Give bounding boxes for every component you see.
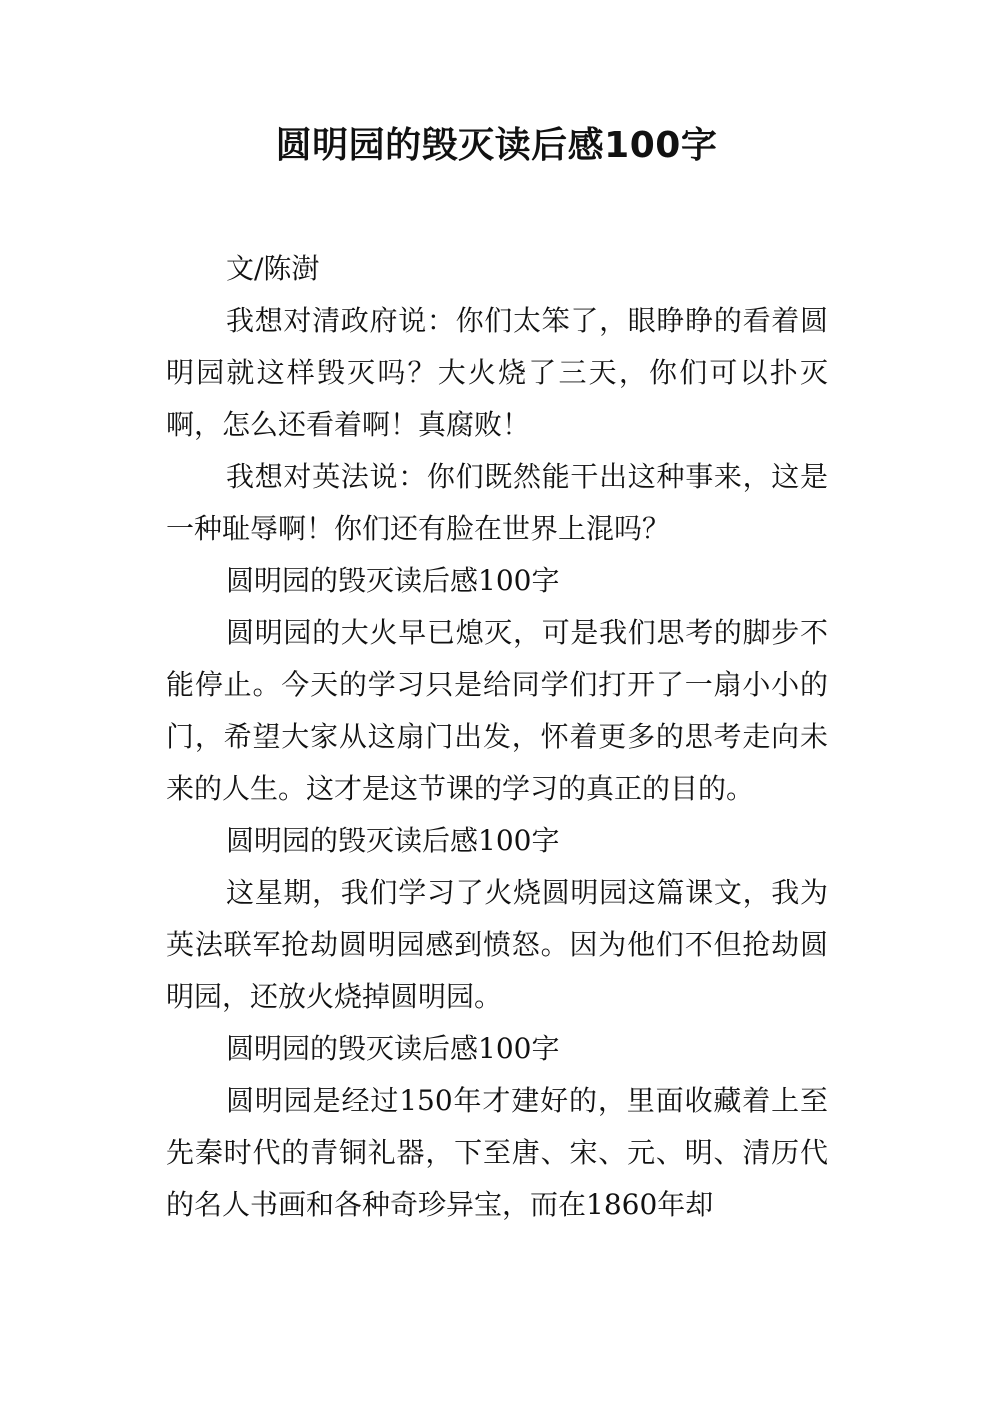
- section-heading: 圆明园的毁灭读后感100字: [226, 564, 560, 597]
- paragraph: 圆明园是经过150年才建好的，里面收藏着上至先秦时代的青铜礼器，下至唐、宋、元、明、清历代的名人书画和各种奇珍异宝，而在1860年却: [166, 1084, 828, 1221]
- section-heading: 圆明园的毁灭读后感100字: [226, 1032, 560, 1065]
- paragraph: 圆明园的大火早已熄灭，可是我们思考的脚步不能停止。今天的学习只是给同学们打开了一扇小小的门，希望大家从这扇门出发，怀着更多的思考走向未来的人生。这才是这节课的学习的真正的目的。: [166, 616, 828, 805]
- paragraph: 我想对清政府说：你们太笨了，眼睁睁的看着圆明园就这样毁灭吗？大火烧了三天，你们可以扑灭啊，怎么还看着啊！真腐败！: [166, 304, 828, 441]
- section-heading: 圆明园的毁灭读后感100字: [226, 824, 560, 857]
- document-title: 圆明园的毁灭读后感100字: [275, 125, 718, 166]
- author-line: 文/陈澍: [226, 252, 320, 285]
- paragraph: 我想对英法说：你们既然能干出这种事来，这是一种耻辱啊！你们还有脸在世界上混吗？: [166, 460, 828, 545]
- paragraph: 这星期，我们学习了火烧圆明园这篇课文，我为英法联军抢劫圆明园感到愤怒。因为他们不但抢劫圆明园，还放火烧掉圆明园。: [166, 876, 828, 1013]
- document-body: [166, 243, 828, 1231]
